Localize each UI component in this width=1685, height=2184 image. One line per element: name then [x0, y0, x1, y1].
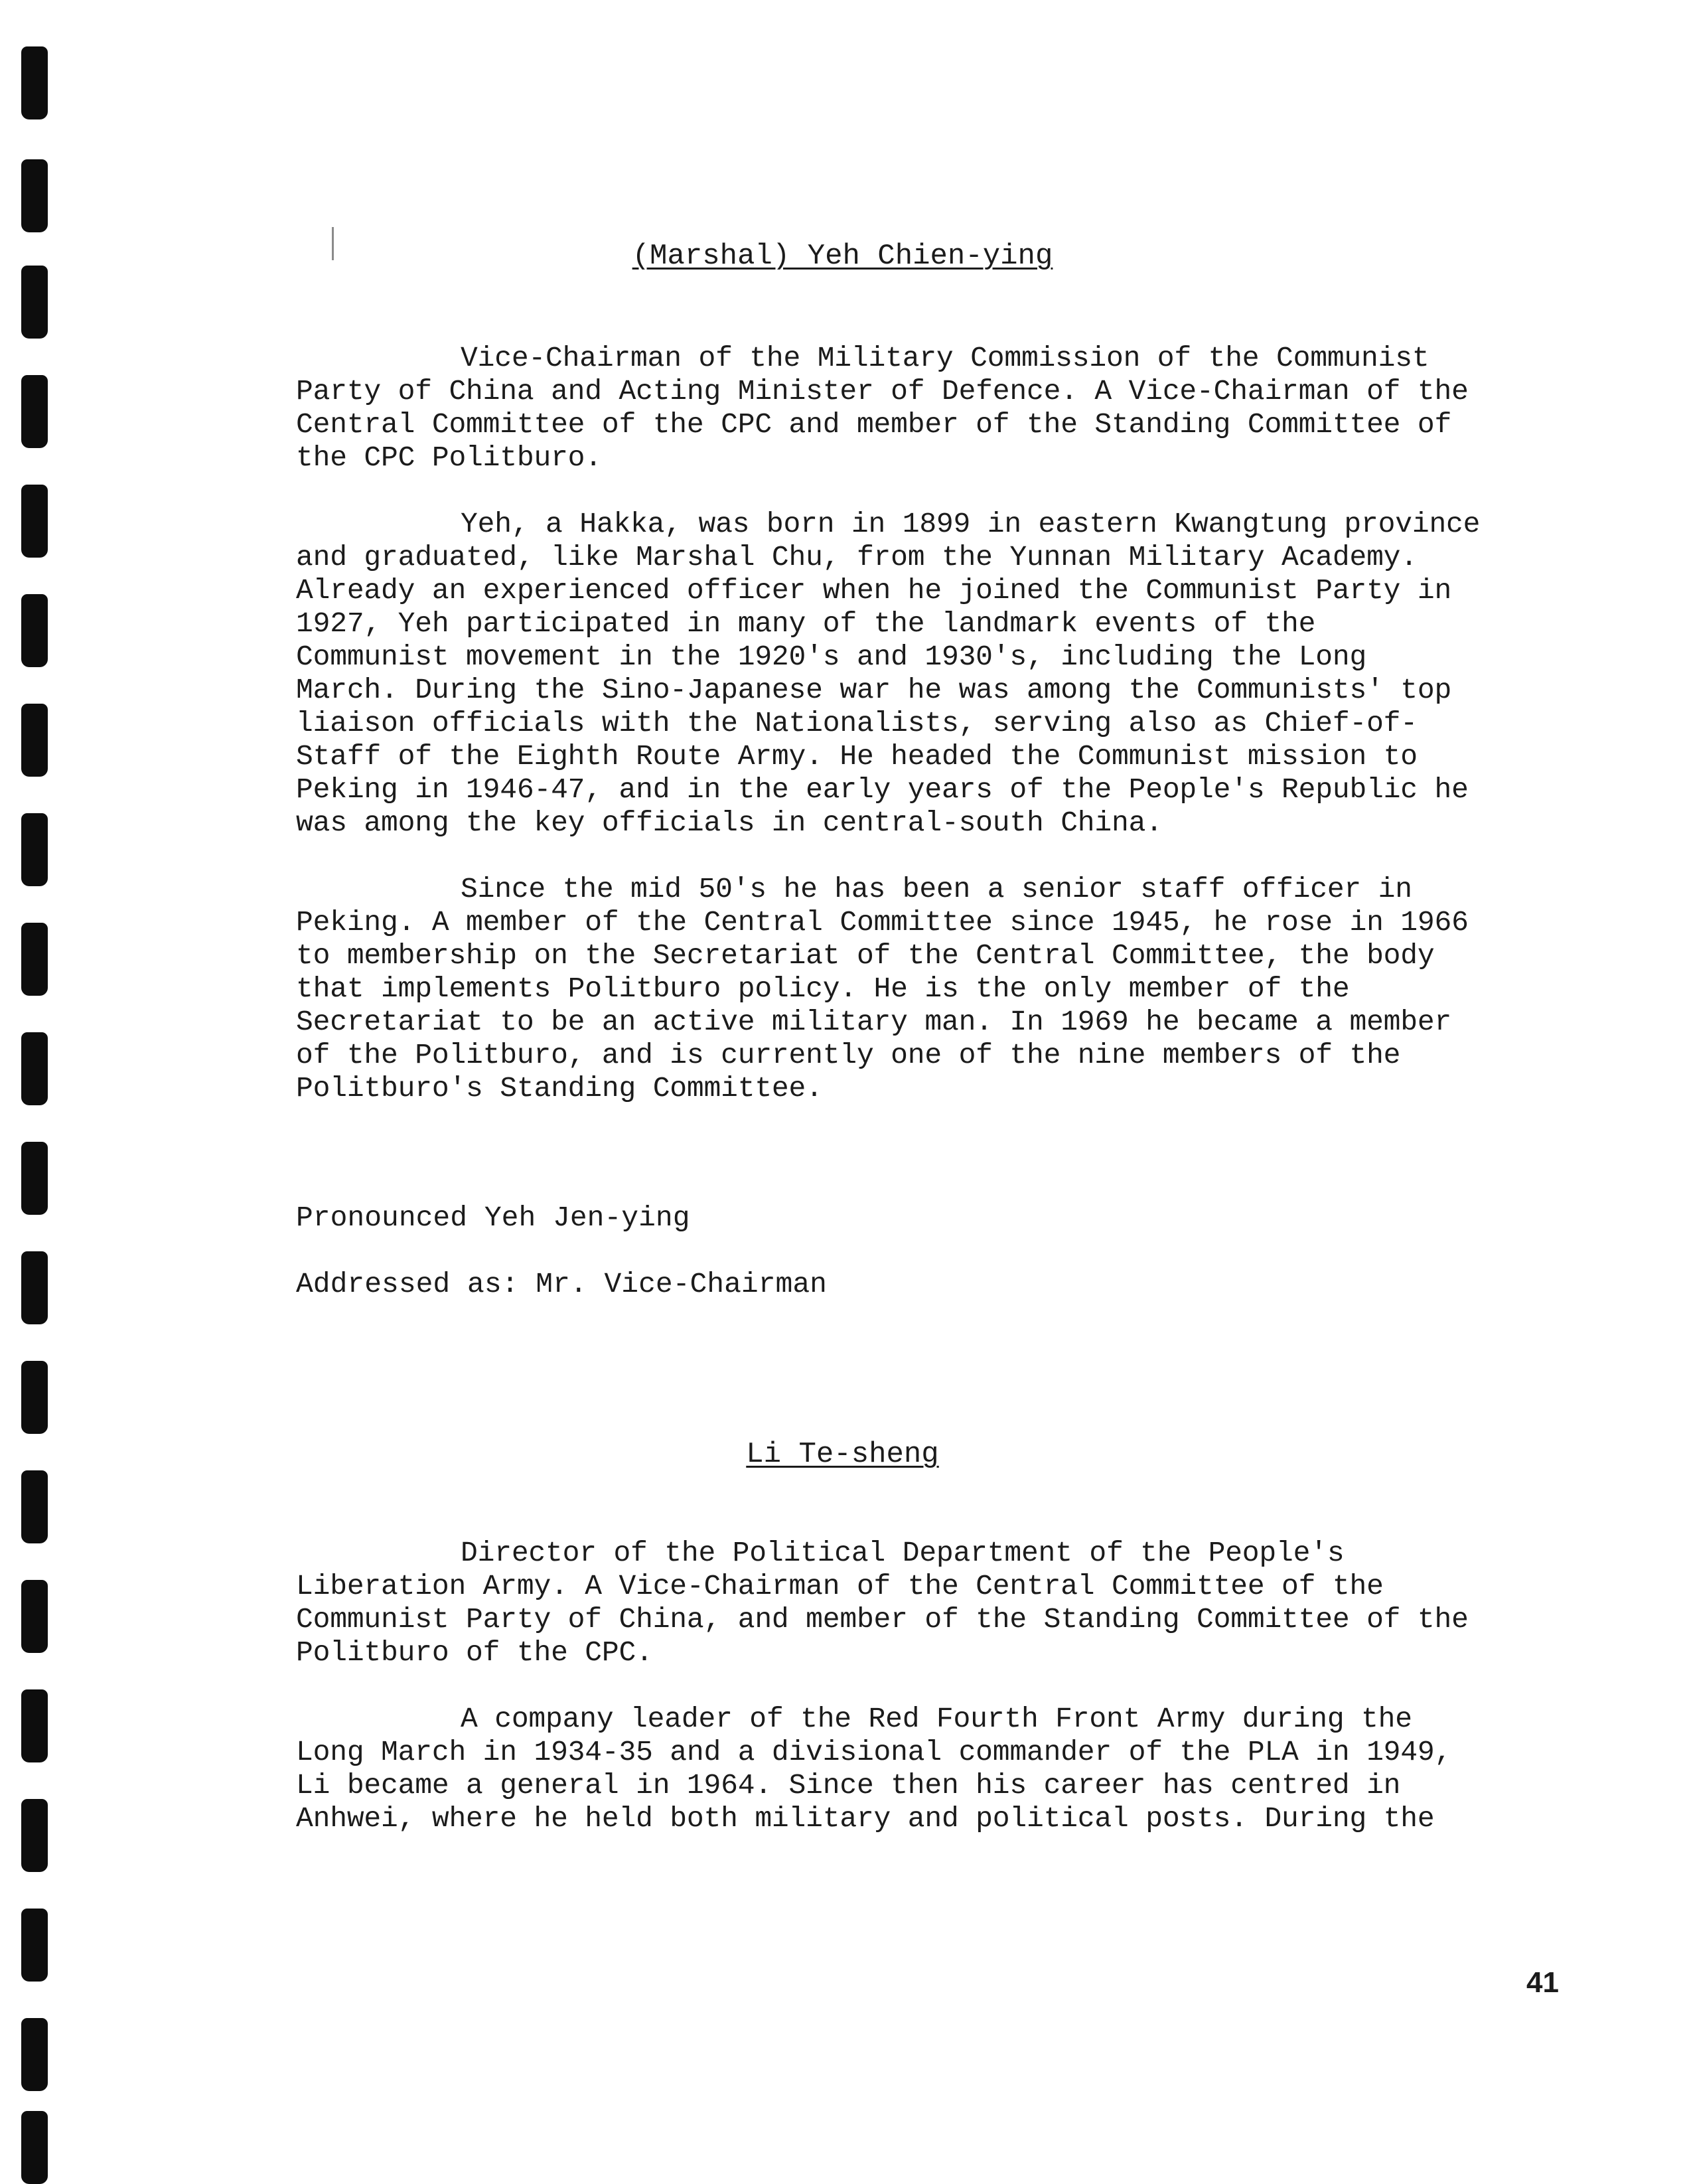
binder-hole [21, 485, 48, 558]
binder-hole [21, 1580, 48, 1653]
binder-hole [21, 594, 48, 667]
binder-hole [21, 1689, 48, 1762]
li-paragraph-2: A company leader of the Red Fourth Front Army during the Long March in 1934-35 and a divisional commander of the PLA in 1949, Li became a general in 1964. Since then his career has centred in Anhwei, where he held both military and political posts. During the [296, 1703, 1452, 1835]
binder-hole [21, 375, 48, 448]
yeh-paragraph-3: Since the mid 50's he has been a senior staff officer in Peking. A member of the Central Committee since 1945, he rose in 1966 to membership on the Secretariat of the Central Committee, the body that implements Politburo policy. He is the only member of the Secretariat to be an active military man. In 1969 he became a member of the Politburo, and is currently one of the nine members of the Politburo's Standing Committee. [296, 873, 1469, 1105]
binder-holes [16, 0, 56, 2184]
section-heading-yeh: (Marshal) Yeh Chien-ying [632, 240, 1053, 273]
form-of-address: Addressed as: Mr. Vice-Chairman [296, 1268, 827, 1300]
binder-hole [21, 1251, 48, 1324]
binder-hole [21, 1142, 48, 1215]
binder-hole [21, 159, 48, 232]
binder-hole [21, 1909, 48, 1982]
pronunciation: Pronounced Yeh Jen-ying [296, 1202, 690, 1234]
yeh-paragraph-1: Vice-Chairman of the Military Commission of the Communist Party of China and Acting Minister of Defence. A Vice-Chairman of the Central Committee of the CPC and member of the Standing Committee of the CPC Politburo. [296, 342, 1469, 474]
section-heading-li: Li Te-sheng [746, 1438, 939, 1471]
binder-hole [21, 46, 48, 119]
binder-hole [21, 1799, 48, 1872]
binder-hole [21, 1470, 48, 1543]
binder-hole [21, 704, 48, 777]
binder-hole [21, 1032, 48, 1105]
binder-hole [21, 2018, 48, 2091]
binder-hole [21, 266, 48, 339]
binder-hole [21, 813, 48, 886]
yeh-paragraph-2: Yeh, a Hakka, was born in 1899 in eastern Kwangtung province and graduated, like Marshal Chu, from the Yunnan Military Academy. Already an experienced officer when he joined the Communist Party in 1927, Yeh participated in many of the landmark events of the Communist movement in the 1920's and 1930's, including the Long March. During the Sino-Japanese war he was among the Communists' top liaison officials with the Nationalists, serving also as Chief-of-Staff of the Eighth Route Army. He headed the Communist mission to Peking in 1946-47, and in the early years of the People's Republic he was among the key officials in central-south China. [296, 508, 1481, 839]
page-number: 41 [1526, 1966, 1559, 1999]
binder-hole [21, 2111, 48, 2184]
li-paragraph-1: Director of the Political Department of the People's Liberation Army. A Vice-Chairman of the Central Committee of the Communist Party of China, and member of the Standing Committee of the Politburo of the CPC. [296, 1537, 1469, 1669]
binder-hole [21, 923, 48, 996]
binder-hole [21, 1361, 48, 1434]
